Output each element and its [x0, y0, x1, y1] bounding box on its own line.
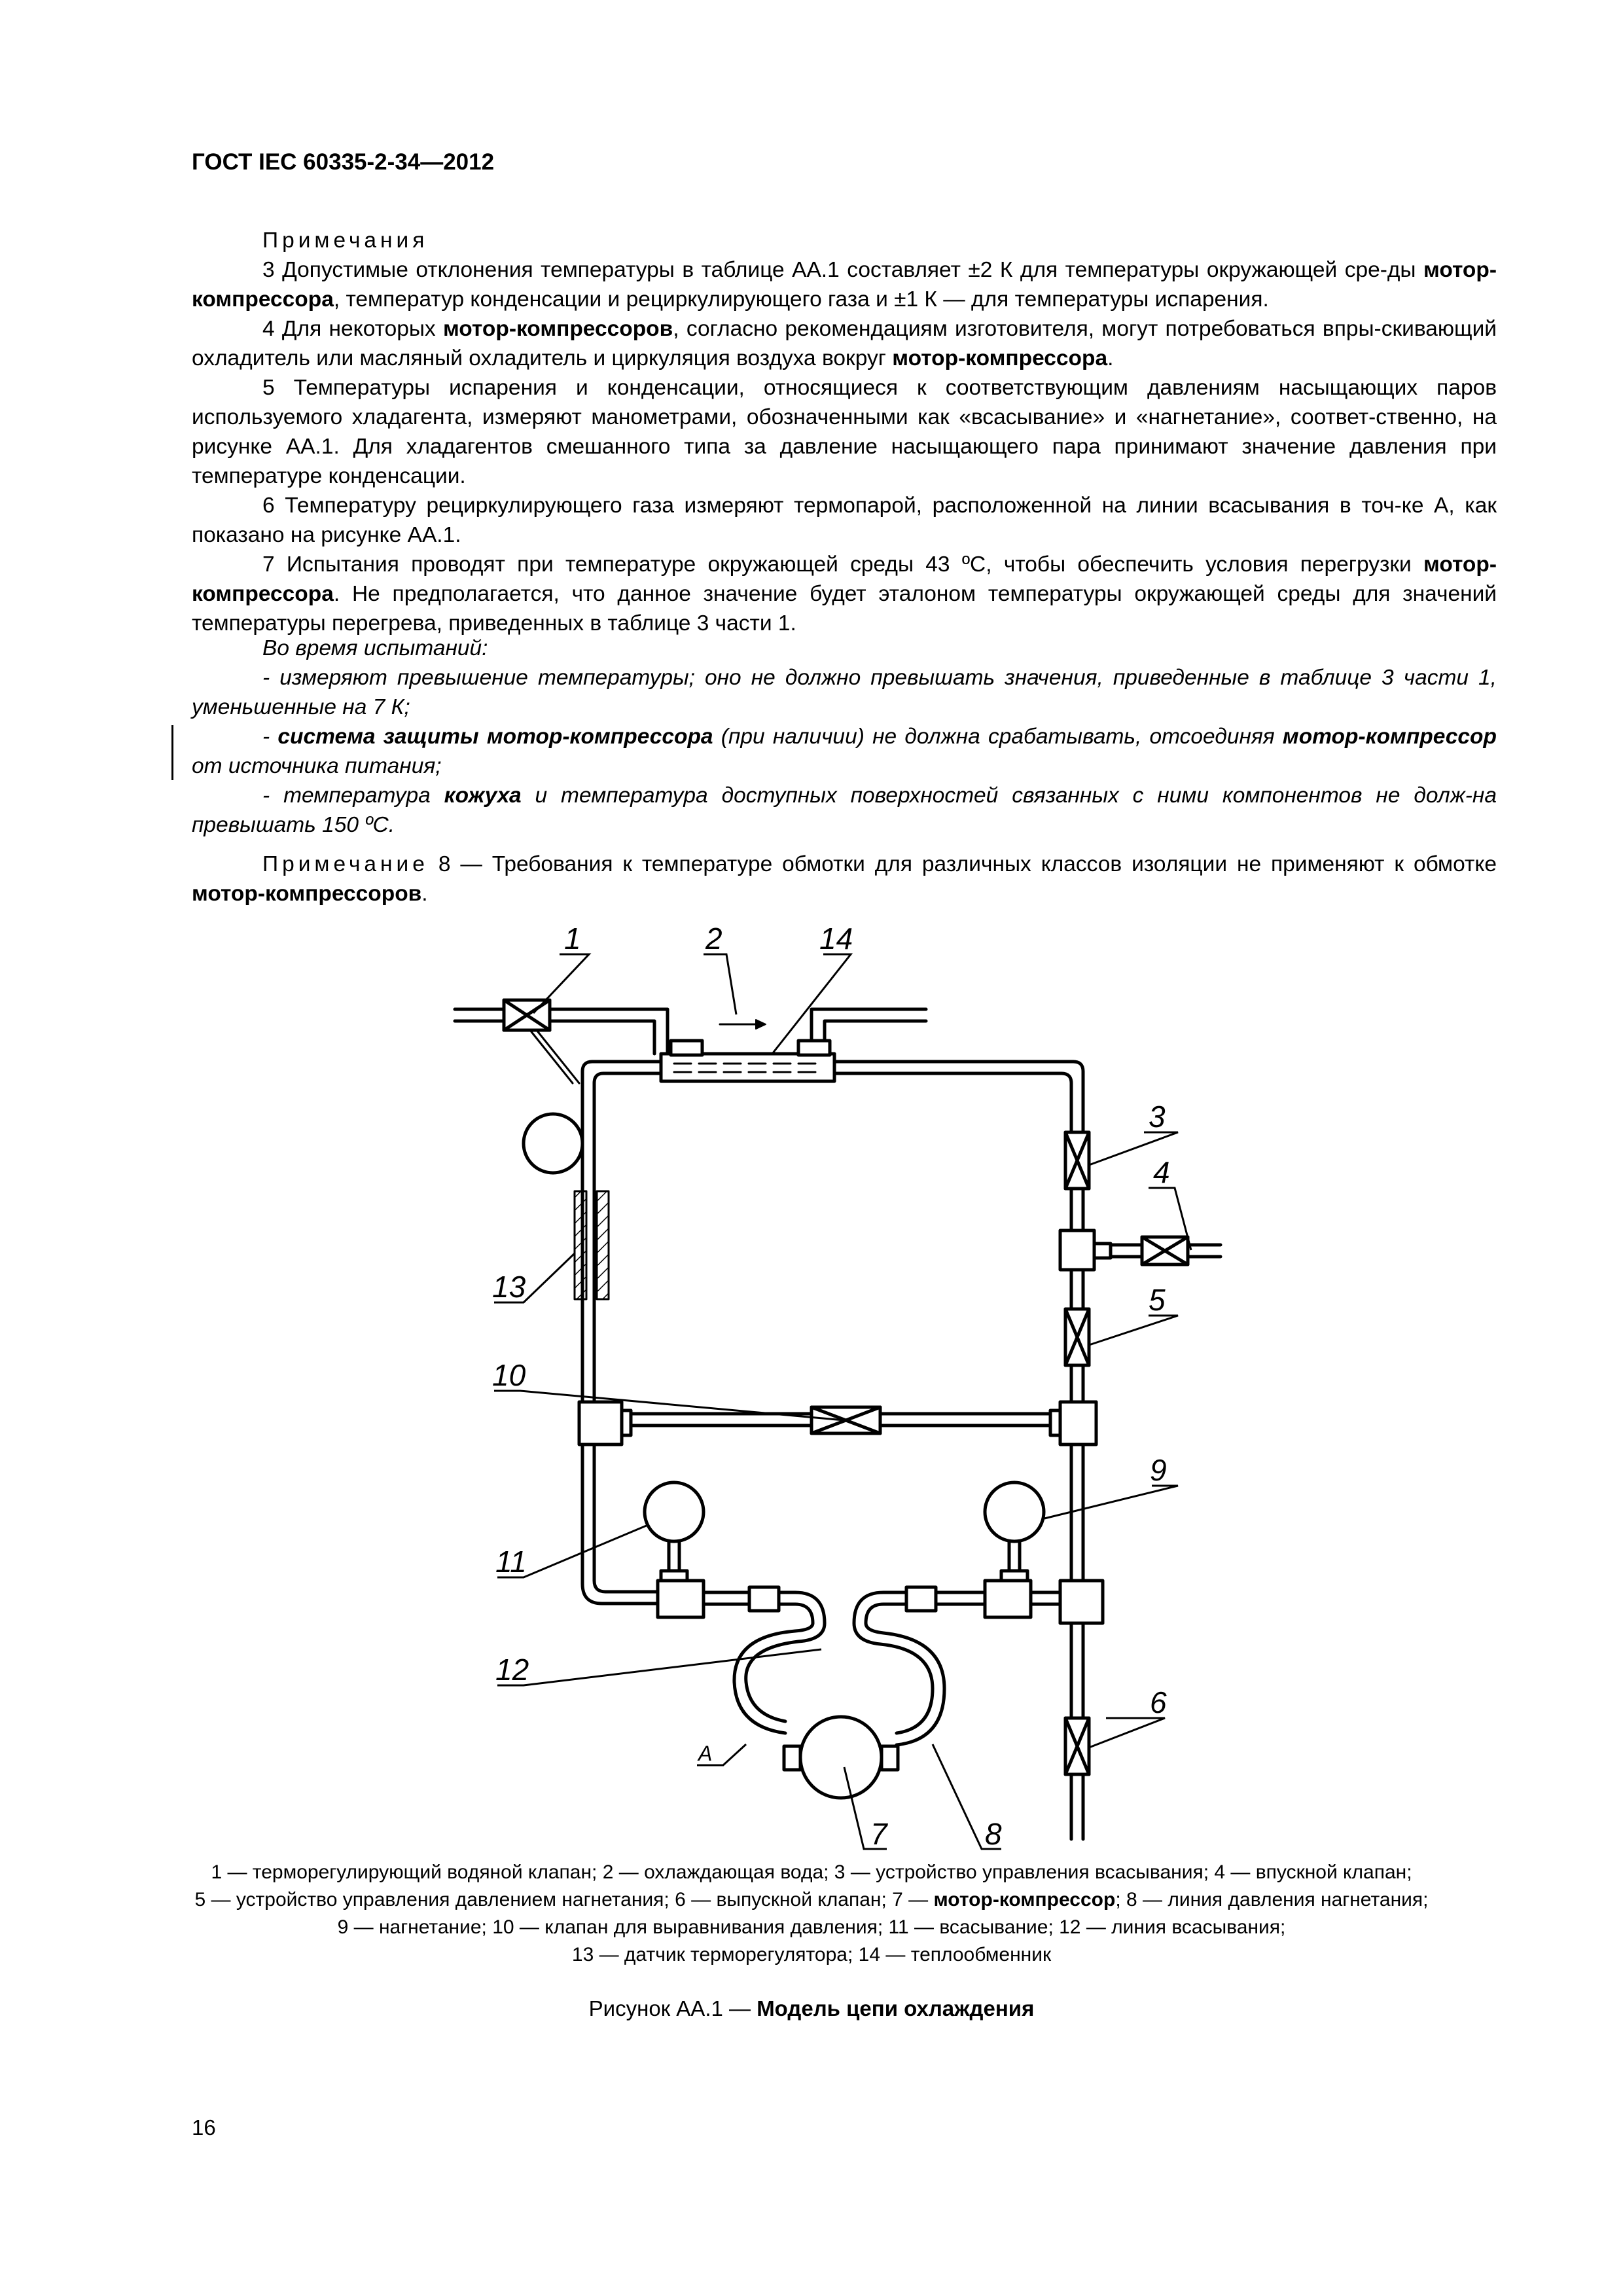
note-4-text-mid: , согласно рекомендациям изготовителя, могут потребоваться впры-скивающий охладитель или масляный охладитель и циркуляция воздуха вокруг: [192, 317, 1497, 370]
callout-14: 14: [819, 922, 853, 956]
callout-1: 1: [564, 922, 581, 956]
figure-key-line-4: 13 — датчик терморегулятора; 14 — теплообменник: [571, 1944, 1052, 1965]
callout-5: 5: [1149, 1283, 1166, 1317]
figure-key-line-2-text: 5 — устройство управления давлением нагнетания; 6 — выпускной клапан; 7 —: [194, 1889, 934, 1910]
note-4-text-end: .: [1107, 346, 1114, 370]
suction-gauge-circle: [645, 1482, 704, 1541]
callout-11: 11: [495, 1545, 527, 1579]
test-conditions-block: [192, 634, 1497, 840]
note-3-term: мотор-компрессора: [192, 258, 1497, 312]
compressor-circle: [800, 1717, 882, 1798]
callout-7: 7: [870, 1817, 887, 1851]
note-3: [192, 255, 1497, 314]
test-condition-3-text-end: и температура доступных поверхностей связанных с ними компонентов не долж-на превышать 150 ºС.: [192, 783, 1497, 837]
figure-key-line-3: 9 — нагнетание; 10 — клапан для выравнивания давления; 11 — всасывание; 12 — линия всасывания;: [337, 1916, 1286, 1938]
callout-13: 13: [492, 1270, 526, 1304]
figure-title-name: Модель цепи охлаждения: [757, 1996, 1035, 2020]
test-condition-3: [192, 781, 1497, 840]
discharge-gauge-circle: [985, 1482, 1044, 1541]
note-8-text: 8 — Требования к температуре обмотки для различных классов изоляции не применяют к обмотке: [428, 852, 1497, 876]
change-marker-bar: [171, 725, 173, 780]
test-conditions-intro: Во время испытаний:: [262, 636, 488, 660]
test-condition-2-term-2: мотор-компрессор: [1282, 725, 1497, 749]
test-condition-2-term: система защиты мотор-компрессора: [277, 725, 713, 749]
callout-10: 10: [492, 1358, 526, 1392]
note-7: [192, 550, 1497, 638]
note-8-label: Примечание: [262, 852, 429, 876]
test-condition-2-text: (при наличии) не должна срабатывать, отсоединяя: [713, 725, 1283, 749]
callout-4: 4: [1153, 1155, 1170, 1189]
figure-key: [164, 1859, 1459, 1969]
note-4: [192, 314, 1497, 373]
note-4-term: мотор-компрессоров: [442, 317, 673, 341]
note-7-text: 7 Испытания проводят при температуре окружающей среды 43 ºС, чтобы обеспечить условия перегрузки: [262, 552, 1423, 577]
figure-title-prefix: Рисунок АА.1 —: [588, 1996, 757, 2020]
callout-9: 9: [1150, 1453, 1167, 1487]
note-6: 6 Температуру рециркулирующего газа измеряют термопарой, расположенной на линии всасывания в точ-ке А, как показано на рисунке АА.1.: [192, 493, 1497, 547]
note-8-text-end: .: [421, 882, 428, 906]
callout-3: 3: [1149, 1100, 1166, 1134]
figure-title: [0, 1996, 1623, 2021]
page-header: ГОСТ IEC 60335-2-34—2012: [192, 149, 495, 175]
figure-key-line-2: [164, 1886, 1459, 1914]
note-4-text: 4 Для некоторых: [262, 317, 443, 341]
refrigeration-circuit-diagram: [0, 916, 1623, 1872]
test-condition-2-text-end: от источника питания;: [192, 754, 442, 778]
figure-key-line-2-end: ; 8 — линия давления нагнетания;: [1115, 1889, 1429, 1910]
note-5: 5 Температуры испарения и конденсации, относящиеся к соответствующим давлениям насыщающих паров используемого хладагента, измеряют манометрами, обозначенными как «всасывание» и «нагнетание», соответ-ственно, на рисунке АА.1. Для хладагентов смешанного типа за давление насыщающего пара принимают значение давления при температуре конденсации.: [192, 376, 1497, 488]
callout-A: A: [698, 1742, 713, 1765]
water-inlet-pipe: [455, 1009, 504, 1021]
figure-key-line-1: 1 — терморегулирующий водяной клапан; 2 — охлаждающая вода; 3 — устройство управления всасывания; 4 — впускной клапан;: [211, 1861, 1412, 1883]
test-condition-1: - измеряют превышение температуры; оно не должно превышать значения, приведенные в таблице 3 части 1, уменьшенные на 7 К;: [192, 666, 1497, 719]
callout-2: 2: [705, 922, 722, 956]
page-number: 16: [192, 2115, 216, 2140]
note-4-term-2: мотор-компрессора: [892, 346, 1108, 370]
note-8-block: [192, 850, 1497, 908]
note-7-text-end: . Не предполагается, что данное значение будет эталоном температуры окружающей среды для значений температуры перегрева, приведенных в таблице 3 части 1.: [192, 582, 1497, 636]
test-condition-2-dash: -: [262, 725, 278, 749]
figure-key-term: мотор-компрессор: [933, 1889, 1116, 1910]
leader-1: [533, 954, 589, 1013]
note-8-term: мотор-компрессоров: [192, 882, 422, 906]
test-condition-3-term: кожуха: [444, 783, 522, 808]
callout-6: 6: [1150, 1685, 1167, 1719]
note-3-text-end: , температур конденсации и рециркулирующего газа и ±1 К — для температуры испарения.: [333, 287, 1269, 312]
callout-8: 8: [985, 1817, 1002, 1851]
notes-block: [192, 226, 1497, 638]
callout-12: 12: [495, 1653, 529, 1687]
sensor-bulb-circle: [524, 1114, 582, 1173]
note-3-text: 3 Допустимые отклонения температуры в таблице АА.1 составляет ±2 К для температуры окружающей сре-ды: [262, 258, 1423, 282]
note-7-term: мотор-компрессора: [192, 552, 1497, 606]
water-pipe-to-exchanger: [550, 1009, 668, 1054]
heat-exchanger-body: [661, 1054, 834, 1081]
notes-heading: Примечания: [262, 228, 429, 253]
test-condition-2: [192, 722, 1497, 781]
note-8: [192, 850, 1497, 908]
test-condition-3-text: - температура: [262, 783, 444, 808]
